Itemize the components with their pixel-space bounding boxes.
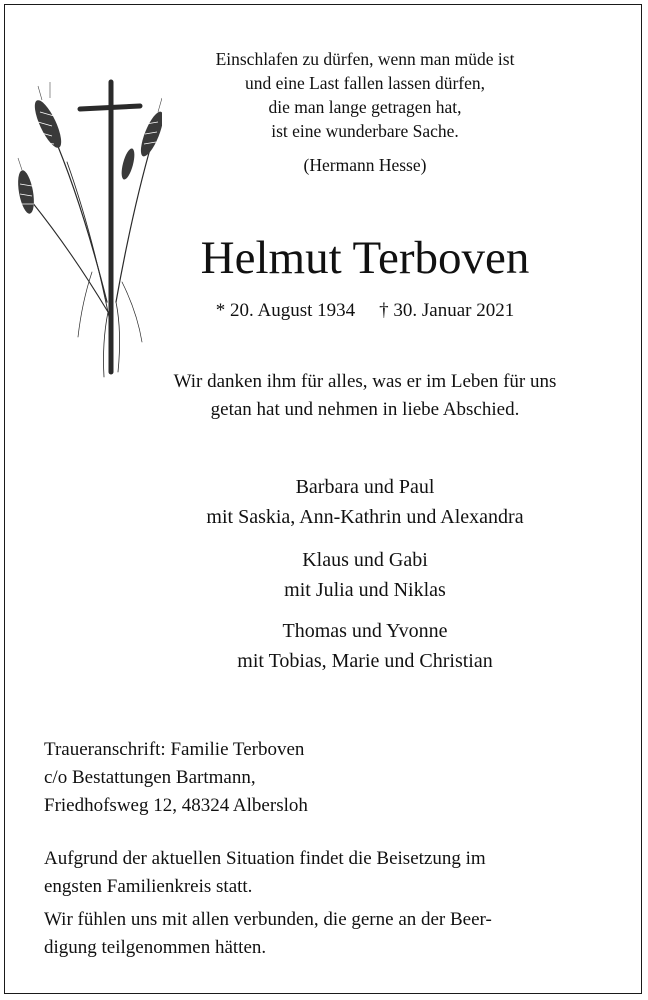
family-children: mit Tobias, Marie und Christian [237, 650, 493, 672]
quote [160, 47, 570, 177]
family-names: Thomas und Yvonne [282, 620, 448, 642]
address-line: c/o Bestattungen Bartmann, [44, 767, 256, 788]
notice-line: engsten Familienkreis statt. [44, 876, 253, 897]
family-names: Barbara und Paul [295, 476, 435, 498]
burial-notice [44, 845, 614, 901]
quote-line: die man lange getragen hat, [268, 97, 462, 117]
notice-line: digung teilgenommen hätten. [44, 937, 267, 958]
thanks-line: Wir danken ihm für alles, was er im Leben für uns [173, 371, 557, 392]
family-names: Klaus und Gabi [302, 549, 428, 571]
thanks-line: getan hat und nehmen in liebe Abschied. [210, 399, 520, 420]
family-group [0, 616, 648, 676]
quote-line: und eine Last fallen lassen dürfen, [244, 73, 486, 93]
life-dates [120, 298, 610, 324]
birth-date: * 20. August 1934 [215, 300, 356, 321]
cross-with-wheat-icon [12, 72, 162, 382]
notice-line: Wir fühlen uns mit allen verbunden, die gerne an der Beer- [44, 909, 492, 930]
mourning-address [44, 736, 308, 820]
death-date: † 30. Januar 2021 [379, 300, 515, 321]
family-group [0, 545, 648, 605]
family-group [0, 472, 648, 532]
quote-author: (Hermann Hesse) [303, 155, 427, 175]
quote-line: Einschlafen zu dürfen, wenn man müde ist [215, 49, 515, 69]
notice-line: Aufgrund der aktuellen Situation findet die Beisetzung im [44, 848, 486, 869]
quote-line: ist eine wunderbare Sache. [271, 121, 459, 141]
closing-notice [44, 906, 614, 962]
deceased-name: Helmut Terboven [200, 232, 530, 284]
thanks-text [60, 368, 648, 424]
address-line: Traueranschrift: Familie Terboven [44, 739, 305, 760]
address-line: Friedhofsweg 12, 48324 Albersloh [44, 795, 308, 816]
family-children: mit Julia und Niklas [284, 579, 446, 601]
family-children: mit Saskia, Ann-Kathrin und Alexandra [206, 506, 524, 528]
